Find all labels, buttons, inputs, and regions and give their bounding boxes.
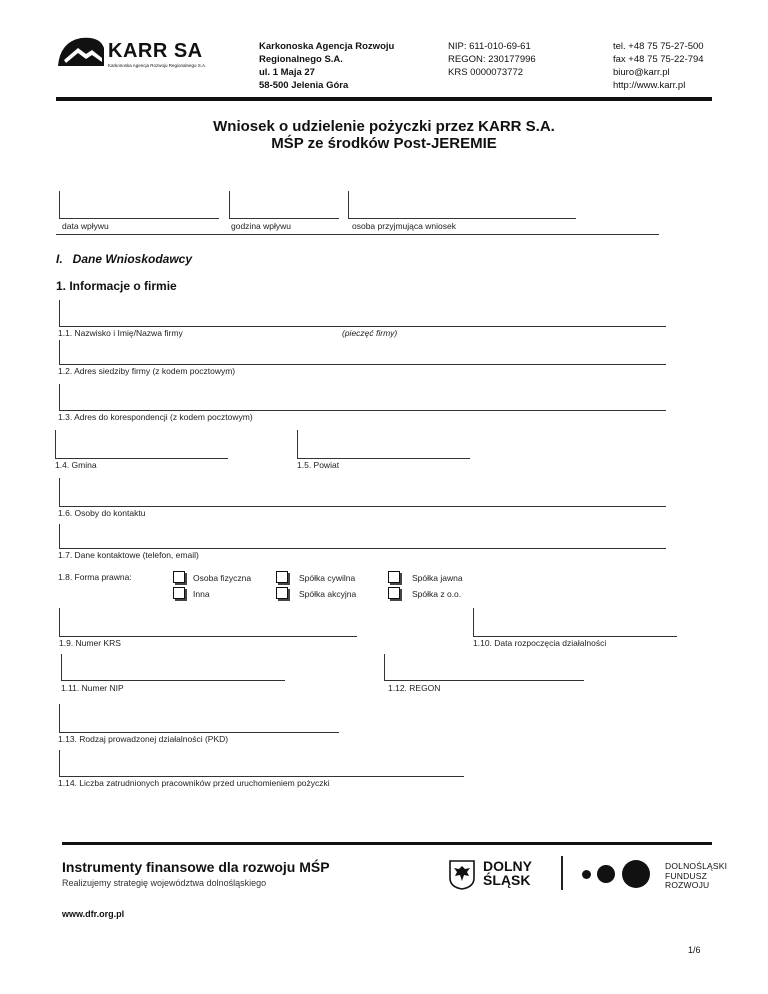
field-1-4[interactable] [55,458,228,459]
tel-line: tel. +48 75 75-27-500 [613,41,704,52]
checkbox-spolka-akcyjna[interactable] [276,587,288,599]
field-1-6-tick [59,478,60,506]
slask-text: ŚLĄSK [483,872,531,888]
field-1-4-tick [55,430,56,458]
time-field-tick [229,191,230,218]
checkbox-spolka-cywilna[interactable] [276,571,288,583]
checkbox-spolka-zoo[interactable] [388,587,400,599]
stamp-note: (pieczęć firmy) [342,328,398,338]
fax-line: fax +48 75 75-22-794 [613,54,704,65]
field-1-3-tick [59,384,60,410]
email-link[interactable]: biuro@karr.pl [613,67,670,78]
label-1-7: 1.7. Dane kontaktowe (telefon, email) [58,550,199,560]
field-1-11[interactable] [61,680,285,681]
karr-logo-text: KARR SA [108,40,203,62]
label-1-14: 1.14. Liczba zatrudnionych pracowników przed uruchomieniem pożyczki [58,778,330,788]
eagle-crest-icon [449,860,475,890]
field-1-12[interactable] [384,680,584,681]
field-1-1-tick [59,300,60,326]
person-field-tick [348,191,349,218]
address-line-3: ul. 1 Maja 27 [259,67,315,78]
page-number: 1/6 [688,945,701,955]
label-1-2: 1.2. Adres siedziby firmy (z kodem pocztowym) [58,366,236,376]
label-1-5: 1.5. Powiat [297,460,340,470]
person-label: osoba przyjmująca wniosek [352,221,456,231]
field-1-9-tick [59,608,60,636]
header-address [259,40,394,92]
label-spolka-zoo: Spółka z o.o. [412,589,462,599]
date-field[interactable] [59,218,219,219]
krs-line: KRS 0000073772 [448,67,524,78]
nip-line: NIP: 611-010-69-61 [448,41,531,52]
checkbox-spolka-jawna[interactable] [388,571,400,583]
website-link[interactable]: http://www.karr.pl [613,80,686,91]
field-1-14[interactable] [59,776,464,777]
field-1-5[interactable] [297,458,470,459]
section-subtitle: 1. Informacje o firmie [56,279,177,293]
field-1-7-tick [59,524,60,548]
form-title-line-1: Wniosek o udzielenie pożyczki przez KARR S.A. [213,118,555,135]
label-1-9: 1.9. Numer KRS [59,638,121,648]
footer-tagline: Realizujemy strategię województwa dolnośląskiego [62,878,267,888]
field-1-1[interactable] [59,326,666,327]
section-title: I. Dane Wnioskodawcy [56,252,193,266]
label-inna: Inna [193,589,210,599]
label-1-12: 1.12. REGON [388,683,441,693]
header-divider [56,97,712,101]
field-1-7[interactable] [59,548,666,549]
dfr-logo-text [665,862,727,891]
field-1-5-tick [297,430,298,458]
date-field-tick [59,191,60,218]
checkbox-osoba-fizyczna[interactable] [173,571,185,583]
footer-divider [62,842,712,845]
regon-line: REGON: 230177996 [448,54,536,65]
label-1-13: 1.13. Rodzaj prowadzonej działalności (PKD) [58,734,229,744]
person-field[interactable] [348,218,576,219]
field-1-14-tick [59,750,60,776]
field-1-13[interactable] [59,732,339,733]
dolny-slask-logo [449,859,544,891]
field-1-2-tick [59,340,60,364]
label-1-11: 1.11. Numer NIP [61,683,124,693]
form-title [0,118,768,152]
footer-headline: Instrumenty finansowe dla rozwoju MŚP [62,859,330,875]
address-line-4: 58-500 Jelenia Góra [259,80,349,91]
checkbox-inna[interactable] [173,587,185,599]
label-1-1: 1.1. Nazwisko i Imię/Nazwa firmy [58,328,183,338]
dolny-text: DOLNY [483,858,532,874]
karr-mountain-icon [56,34,106,68]
karr-logo [56,34,216,74]
label-1-10: 1.10. Data rozpoczęcia działalności [473,638,607,648]
label-1-8: 1.8. Forma prawna: [58,572,132,582]
field-1-11-tick [61,654,62,680]
field-1-6[interactable] [59,506,666,507]
footer-logo-separator [561,856,563,890]
dfr-line-3: ROZWOJU [665,880,710,890]
label-spolka-jawna: Spółka jawna [412,573,463,583]
field-1-2[interactable] [59,364,666,365]
label-1-3: 1.3. Adres do korespondencji (z kodem pocztowym) [58,412,253,422]
field-1-10[interactable] [473,636,677,637]
label-spolka-cywilna: Spółka cywilna [299,573,356,583]
label-1-6: 1.6. Osoby do kontaktu [58,508,146,518]
date-label: data wpływu [62,221,109,231]
footer-url[interactable]: www.dfr.org.pl [62,909,125,919]
form-title-line-2: MŚP ze środków Post-JEREMIE [271,135,497,152]
time-label: godzina wpływu [231,221,292,231]
dfr-line-2: FUNDUSZ [665,870,708,881]
header-ids [448,40,536,79]
header-contact [613,40,704,92]
field-1-13-tick [59,704,60,732]
address-line-1: Karkonoska Agencja Rozwoju [259,41,395,52]
label-osoba-fizyczna: Osoba fizyczna [193,573,252,583]
field-1-3[interactable] [59,410,666,411]
address-line-2: Regionalnego S.A. [259,54,343,65]
karr-logo-subtitle: Karkonoska Agencja Rozwoju Regionalnego S.A. [108,63,207,68]
dfr-line-1: DOLNOŚLĄSKI [665,861,728,871]
label-spolka-akcyjna: Spółka akcyjna [299,589,357,599]
field-1-12-tick [384,654,385,680]
time-field[interactable] [229,218,339,219]
field-1-10-tick [473,608,474,636]
intake-divider [56,234,659,235]
label-1-4: 1.4. Gmina [55,460,97,470]
dfr-dots-icon [582,860,652,888]
field-1-9[interactable] [59,636,357,637]
